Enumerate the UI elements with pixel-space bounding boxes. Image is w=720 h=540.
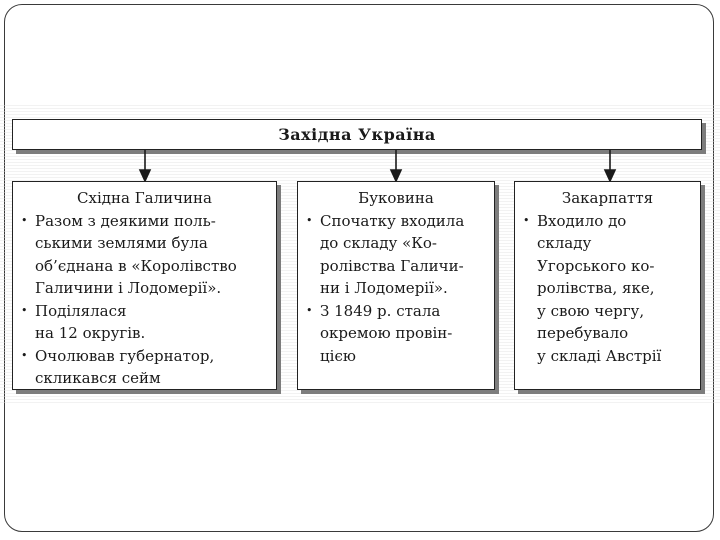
column-east-galicia: [12, 181, 277, 390]
list-item: [306, 210, 486, 300]
list-item-text: Входило до складу Угорського ко- ролівства, яке, у свою чергу, перебувало у складі Австрії: [537, 211, 662, 365]
column-title: Закарпаття: [561, 189, 654, 207]
list-item-text: Спочатку входила до складу «Ко- ролівства Галичи- ни і Лодомерії».: [320, 211, 465, 297]
column-bukovyna: [297, 181, 495, 390]
bullet-icon: •: [306, 303, 313, 317]
list-item-text: З 1849 р. стала окремою провін- цією: [320, 301, 453, 365]
column-zakarpattia: [514, 181, 701, 390]
bullet-icon: •: [21, 348, 28, 362]
bullet-icon: •: [306, 213, 313, 227]
column-title: Східна Галичина: [77, 189, 212, 207]
list-item-text: Очолював губернатор, скликався сейм: [35, 346, 215, 387]
list-item-text: Поділялася на 12 округів.: [35, 301, 146, 342]
bullet-icon: •: [523, 213, 530, 227]
list-item: [21, 300, 268, 345]
bullet-icon: •: [21, 303, 28, 317]
list-item: [306, 300, 486, 368]
root-node: Західна Україна: [12, 119, 702, 150]
bullet-icon: •: [21, 213, 28, 227]
list-item: [21, 210, 268, 300]
column-title: Буковина: [358, 189, 434, 207]
list-item: [21, 345, 268, 390]
list-item: [523, 210, 692, 368]
list-item-text: Разом з деякими поль- ськими землями була об’єднана в «Королівство Галичини і Лодомерії».: [35, 211, 237, 297]
